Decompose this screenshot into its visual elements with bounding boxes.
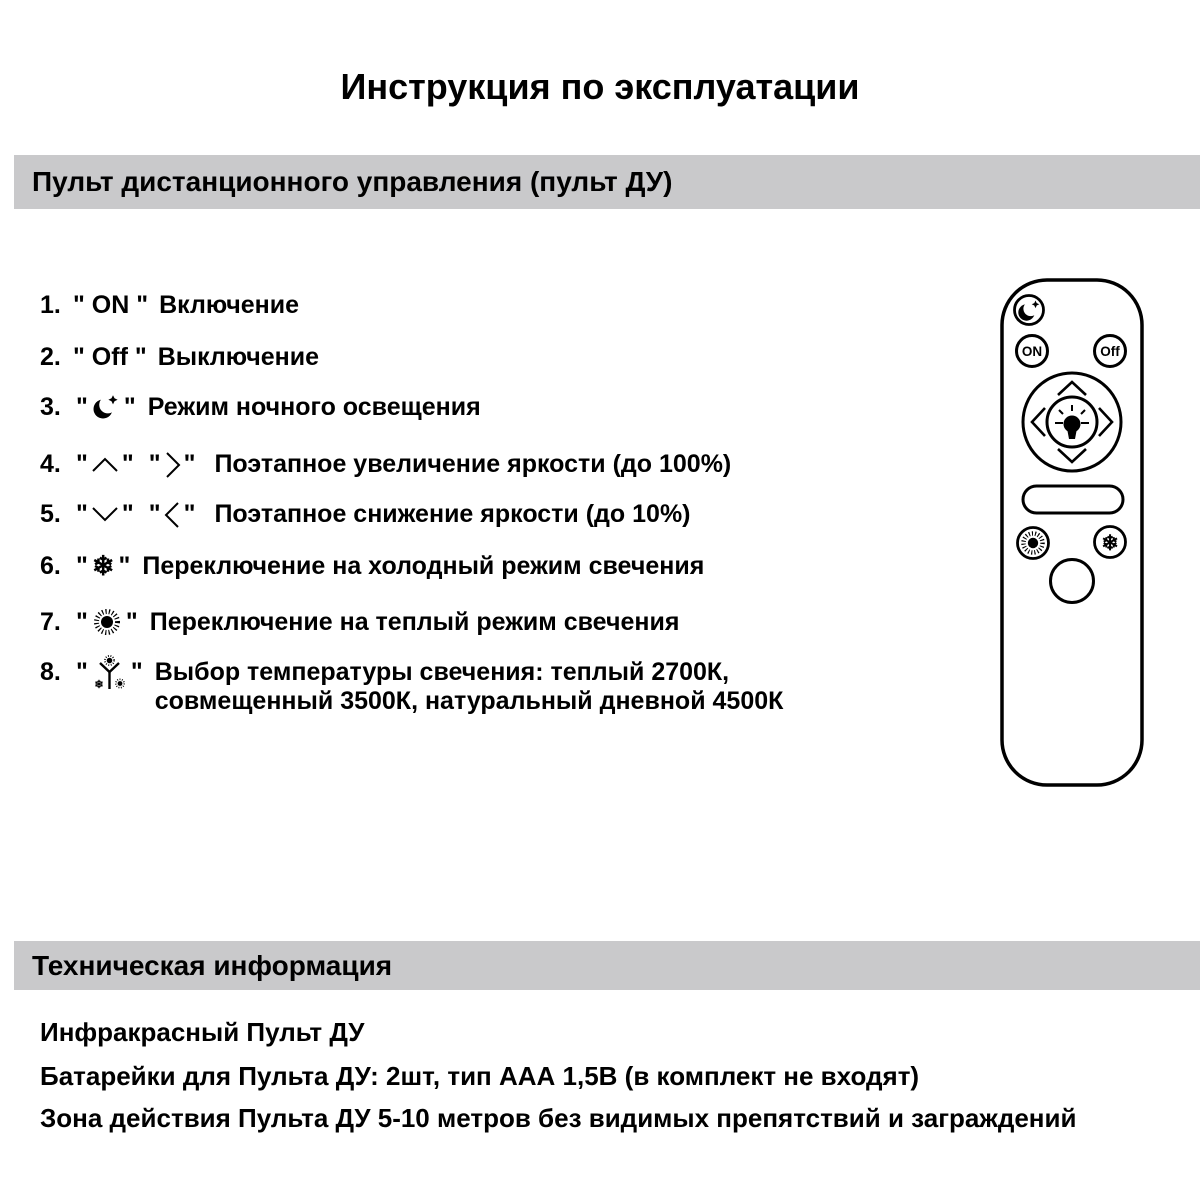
item-description: Режим ночного освещения — [147, 392, 481, 421]
on-symbol: " ON " — [73, 291, 149, 319]
tech-info-line: Инфракрасный Пульт ДУ — [40, 1017, 365, 1047]
item-number: 5. — [40, 500, 61, 528]
snowflake-icon: ❄ — [1101, 532, 1119, 555]
item-number: 4. — [40, 450, 61, 478]
quote: " — [76, 392, 88, 421]
crescent-moon-icon — [91, 392, 121, 422]
snowflake-icon: ❄ — [91, 551, 115, 581]
remote-on-label: ON — [1021, 344, 1043, 359]
quote: " — [118, 552, 131, 580]
item-description: Переключение на холодный режим свечения — [142, 552, 705, 580]
section-header-remote-label: Пульт дистанционного управления (пульт ДУ) — [32, 166, 673, 197]
quote: " — [76, 500, 88, 528]
item-description: Поэтапное снижение яркости (до 10%) — [214, 500, 691, 528]
remote-control-illustration — [995, 275, 1150, 795]
section-header-remote — [14, 155, 1200, 209]
chevron-up-icon — [91, 456, 119, 473]
quote: " — [125, 607, 138, 636]
quote: " — [130, 658, 143, 686]
chevron-left-icon — [164, 501, 181, 529]
item-description: Поэтапное увеличение яркости (до 100%) — [214, 450, 732, 478]
color-temperature-icon — [91, 655, 128, 692]
remote-pill-button — [1023, 486, 1123, 513]
item-number: 2. — [40, 343, 61, 371]
item-number: 6. — [40, 552, 61, 580]
tech-info-line: Батарейки для Пульта ДУ: 2шт, тип ААА 1,5В (в комплект не входят) — [40, 1061, 920, 1091]
item-number: 7. — [40, 607, 61, 636]
page-title: Инструкция по эксплуатации — [340, 66, 860, 107]
list-item-night-mode — [40, 392, 481, 422]
list-item-color-temperature — [40, 658, 783, 716]
item-description: Выключение — [157, 343, 319, 371]
mini-snowflake-icon: ❄ — [94, 679, 104, 691]
chevron-down-icon — [91, 506, 119, 523]
remote-off-label: Off — [1100, 344, 1120, 359]
quote: " — [76, 450, 88, 478]
list-item-brightness-down — [40, 500, 691, 529]
off-symbol: " Off " — [73, 343, 147, 371]
quote: " — [121, 450, 134, 478]
quote: " — [148, 450, 161, 478]
item-description — [155, 658, 784, 716]
list-item-cold-mode — [40, 551, 704, 582]
tech-info-line: Зона действия Пульта ДУ 5-10 метров без видимых препятствий и заграждений — [40, 1103, 1077, 1133]
item-description-line1: Выбор температуры свечения: теплый 2700К, — [154, 658, 730, 686]
item-number: 3. — [40, 392, 61, 421]
section-header-tech-label: Техническая информация — [32, 949, 393, 981]
list-item-brightness-up — [40, 450, 731, 479]
list-item-on — [40, 291, 299, 320]
quote: " — [123, 392, 136, 421]
quote: " — [183, 500, 196, 528]
warm-sun-icon — [1028, 538, 1038, 548]
item-description: Переключение на теплый режим свечения — [149, 607, 680, 636]
quote: " — [76, 658, 88, 686]
chevron-right-icon — [164, 451, 181, 479]
quote: " — [121, 500, 134, 528]
quote: " — [183, 450, 196, 478]
quote: " — [76, 607, 88, 636]
item-number: 1. — [40, 291, 61, 319]
warm-sun-icon — [91, 606, 123, 638]
quote: " — [148, 500, 161, 528]
list-item-off — [40, 343, 319, 372]
item-number: 8. — [40, 658, 61, 686]
quote: " — [76, 552, 88, 580]
section-header-tech — [14, 941, 1200, 990]
item-description: Включение — [159, 291, 300, 319]
list-item-warm-mode — [40, 606, 679, 638]
item-description-line2: совмещенный 3500К, натуральный дневной 4500К — [154, 687, 784, 715]
